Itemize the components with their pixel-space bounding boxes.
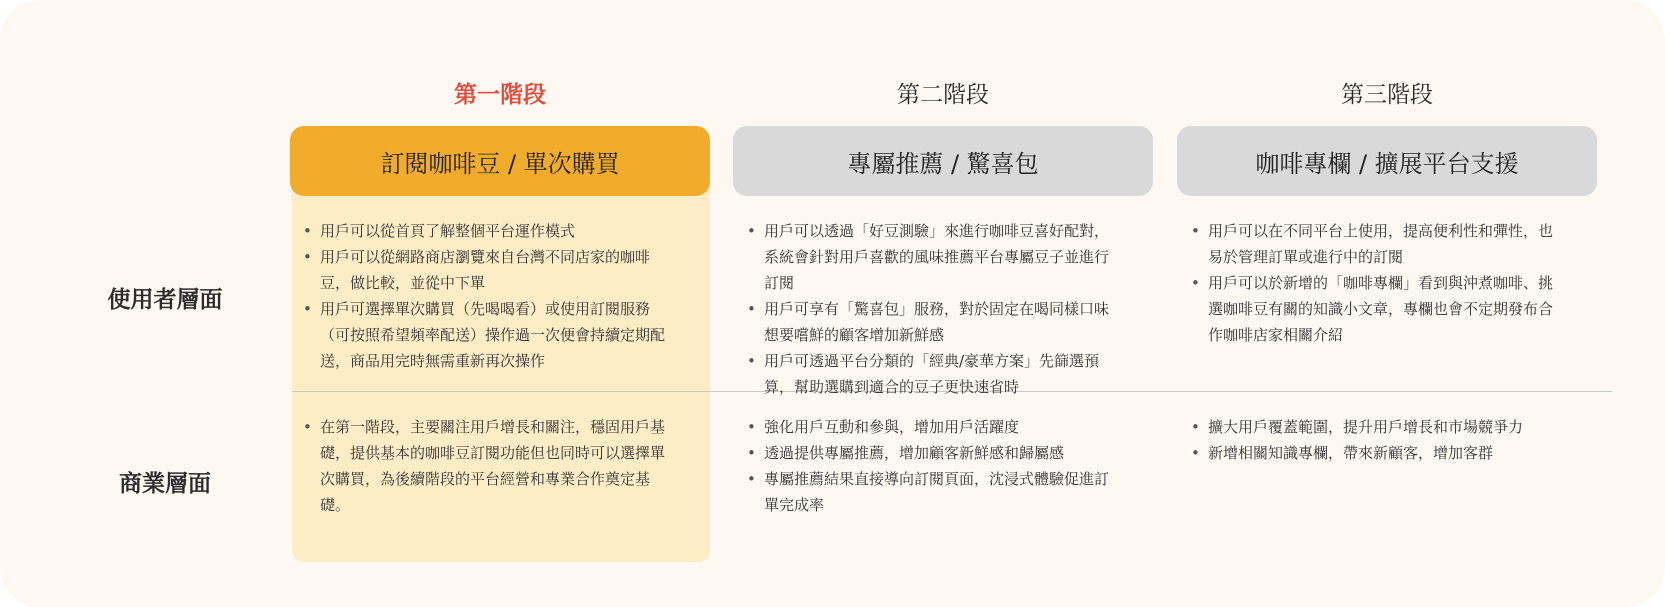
list-item: • 用戶可以於新增的「咖啡專欄」看到與沖煮咖啡、挑選咖啡豆有關的知識小文章，專欄也會不定期發布合作咖啡店家相關介紹 [1186,270,1566,348]
list-item: • 用戶可透過平台分類的「經典/豪華方案」先篩選預算，幫助選購到適合的豆子更快速省時 [742,348,1122,400]
list-item: • 用戶可以在不同平台上使用，提高便利性和彈性，也易於管理訂單或進行中的訂閱 [1186,218,1566,270]
stage-1-pill: 訂閱咖啡豆 / 單次購買 [290,126,710,196]
stage-3-pill: 咖啡專欄 / 擴展平台支援 [1177,126,1597,196]
list-item: • 新增相關知識專欄，帶來新顧客，增加客群 [1186,440,1566,466]
row-label-user: 使用者層面 [107,287,223,313]
list-item: • 用戶可選擇單次購買（先喝喝看）或使用訂閱服務（可按照希望頻率配送）操作過一次便會持續定期配送，商品用完時無需重新再次操作 [298,296,678,374]
stage-3-user-points [1186,218,1566,348]
list-item: • 專屬推薦結果直接導向訂閱頁面，沈浸式體驗促進訂單完成率 [742,466,1122,518]
stage-3-business-points [1186,414,1566,466]
stage-3-title: 第三階段 [1341,82,1433,108]
list-item: • 透過提供專屬推薦，增加顧客新鮮感和歸屬感 [742,440,1122,466]
stage-1-user-points [298,218,678,374]
stage-2-pill: 專屬推薦 / 驚喜包 [733,126,1153,196]
list-item: • 擴大用戶覆蓋範圍，提升用戶增長和市場競爭力 [1186,414,1566,440]
list-item: • 用戶可享有「驚喜包」服務，對於固定在喝同樣口味想要嚐鮮的顧客增加新鮮感 [742,296,1122,348]
stage-2-user-points [742,218,1122,400]
row-label-business: 商業層面 [119,471,211,497]
list-item: • 在第一階段，主要關注用戶增長和關注，穩固用戶基礎，提供基本的咖啡豆訂閱功能但也同時可以選擇單次購買，為後續階段的平台經營和專業合作奠定基礎。 [298,414,678,518]
list-item: • 用戶可以從網路商店瀏覽來自台灣不同店家的咖啡豆，做比較，並從中下單 [298,244,678,296]
list-item: • 強化用戶互動和參與，增加用戶活躍度 [742,414,1122,440]
stage-2-title: 第二階段 [897,82,989,108]
stage-1-title: 第一階段 [454,82,546,108]
list-item: • 用戶可以透過「好豆測驗」來進行咖啡豆喜好配對，系統會針對用戶喜歡的風味推薦平台專屬豆子並進行訂閱 [742,218,1122,296]
stage-1-business-points [298,414,678,518]
stage-2-business-points [742,414,1122,518]
list-item: • 用戶可以從首頁了解整個平台運作模式 [298,218,678,244]
